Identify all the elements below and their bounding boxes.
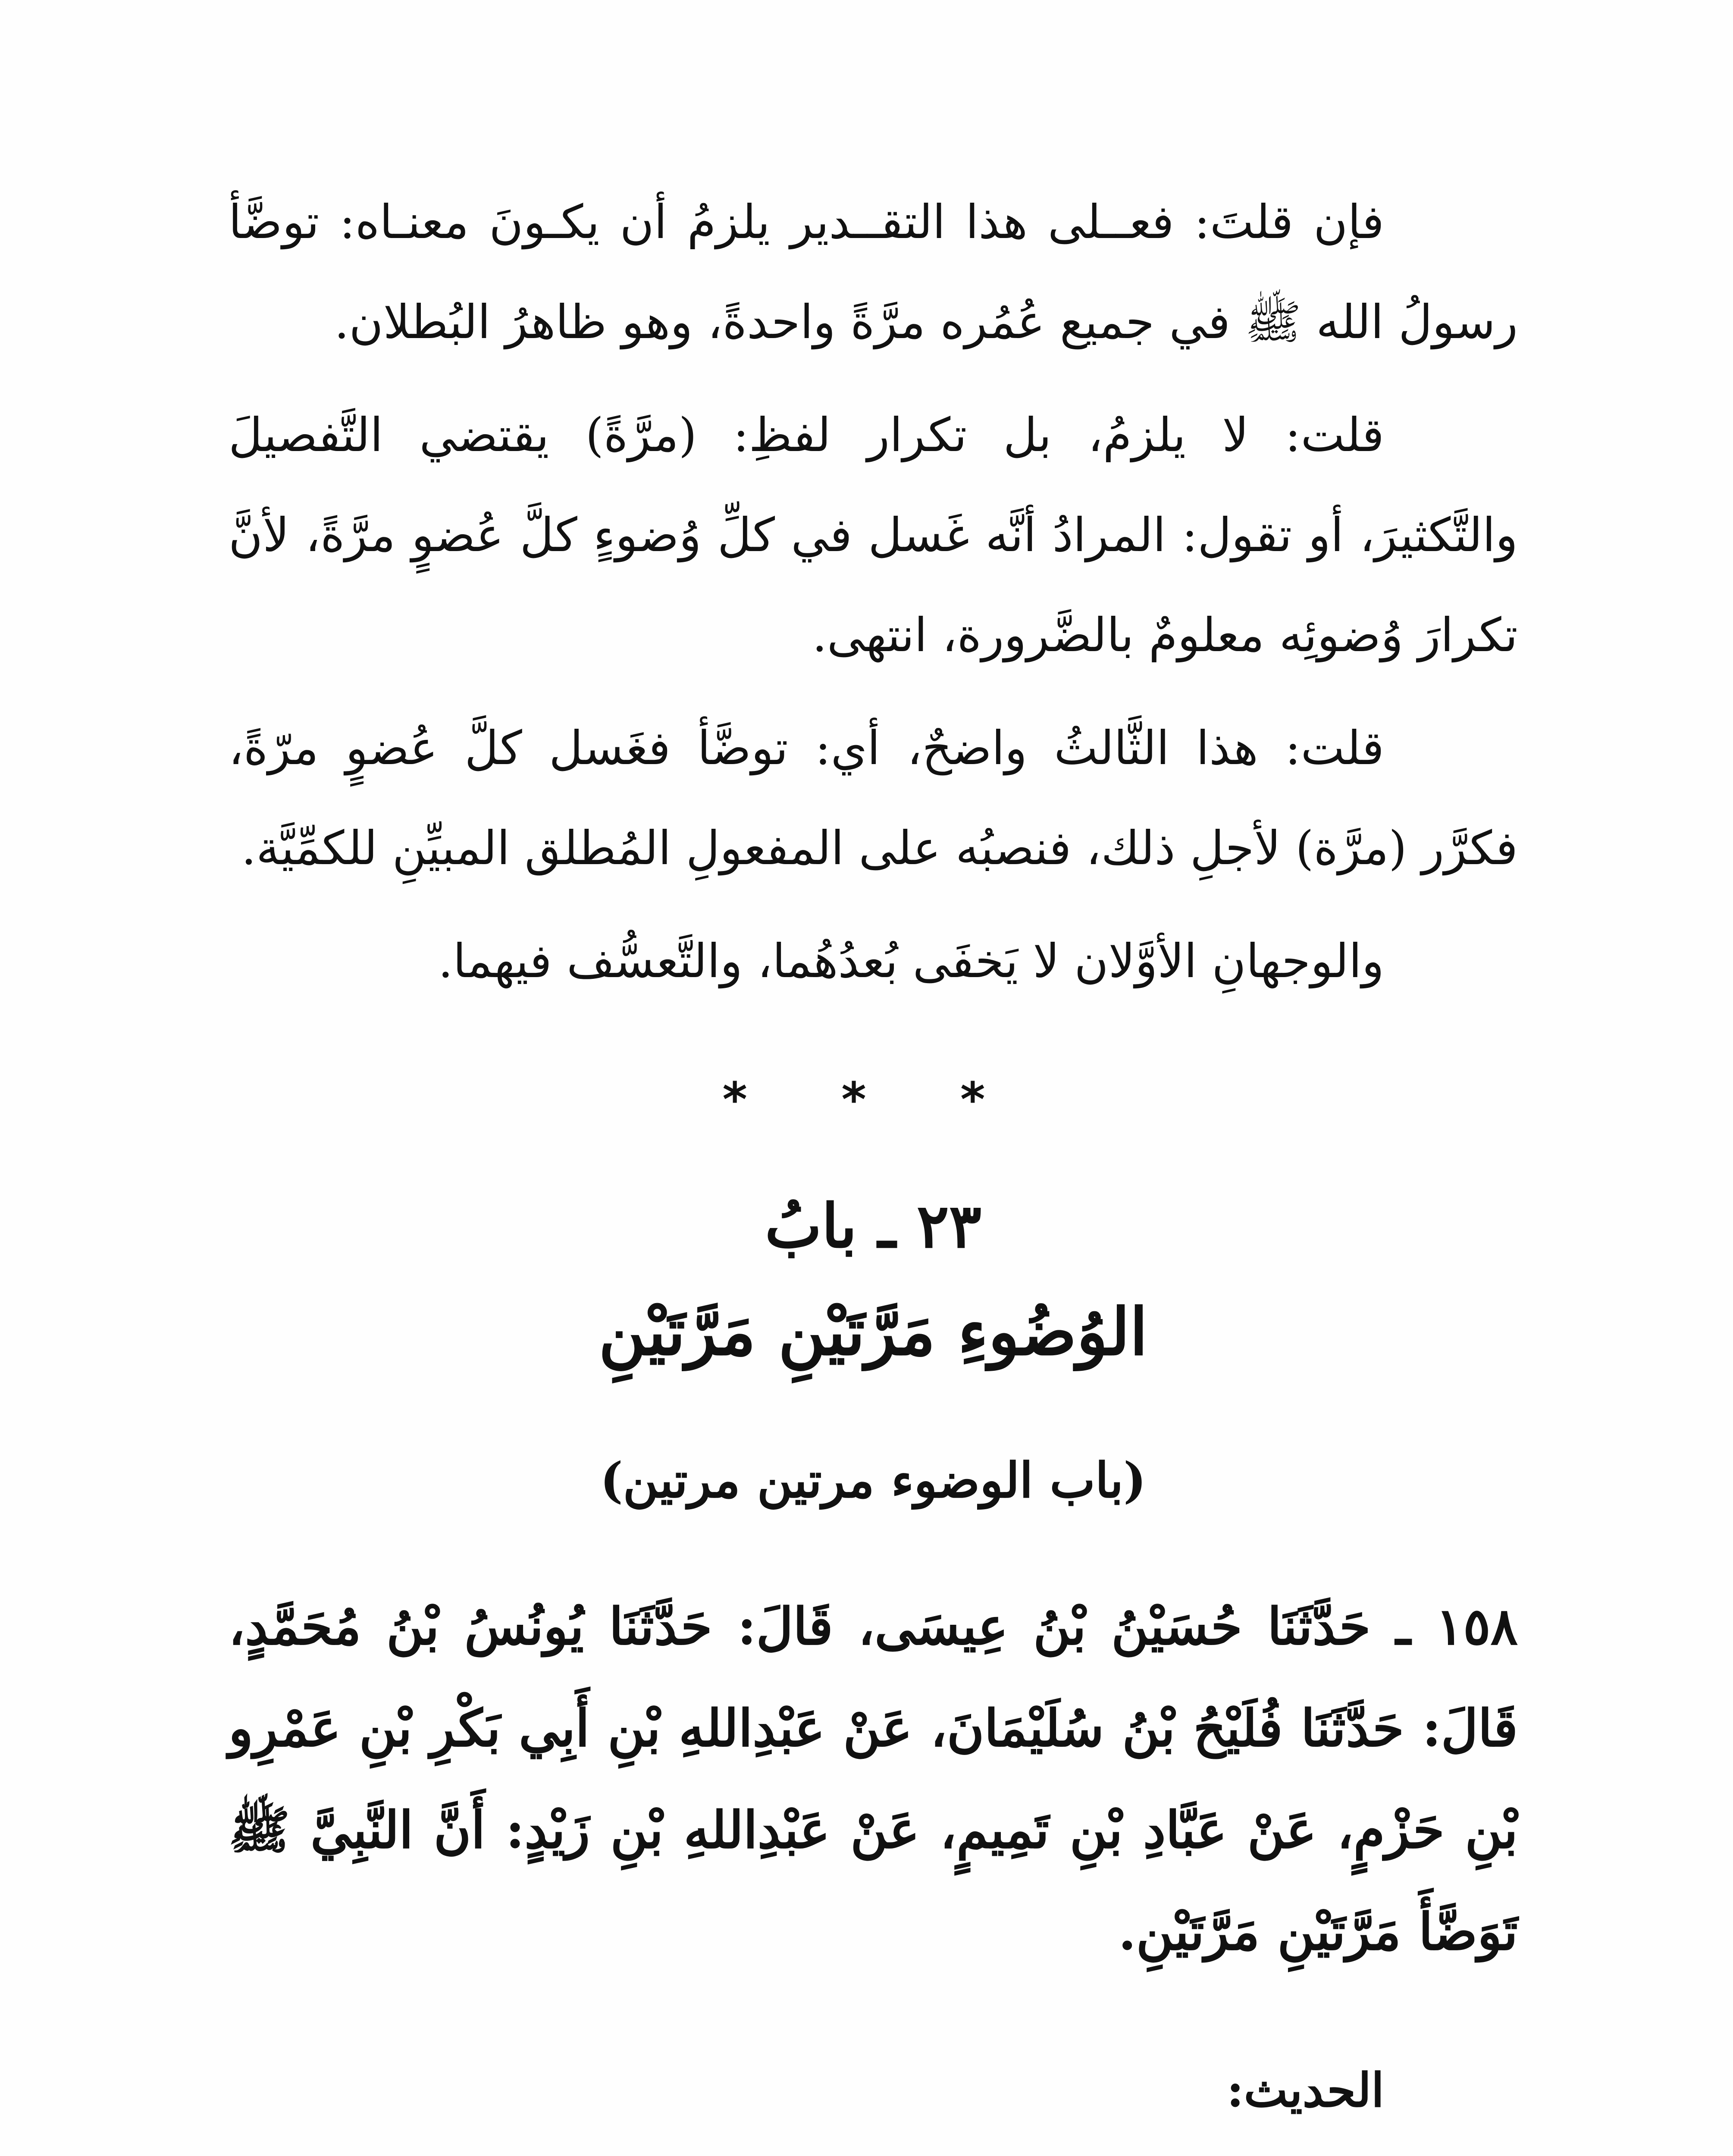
chapter-title: الوُضُوءِ مَرَّتَيْنِ مَرَّتَيْنِ (599, 1294, 1148, 1370)
page-content (229, 172, 1518, 2156)
commentary-heading: الحديث: (1226, 2063, 1384, 2118)
chapter-number: ٢٣ ـ بابُ (765, 1191, 982, 1262)
paragraph-third-view: قلت: هذا الثَّالثُ واضحٌ، أي: توضَّأ فغَسل كلَّ عُضوٍ مرّةً، فكرَّر (مرَّة) لأجلِ ذلك، فنصبُه على المفعولِ المُطلق المبيِّنِ للكمِّيَّة. (229, 721, 1518, 875)
chapter-subtitle: (باب الوضوء مرتين مرتين) (600, 1452, 1147, 1509)
paragraph-conclusion: والوجهانِ الأوَّلان لا يَخفَى بُعدُهُما، والتَّعسُّف فيهما. (438, 934, 1384, 988)
paragraph-objection: فإن قلتَ: فعــلى هذا التقــدير يلزمُ أن يكـونَ معنـاه: توضَّأ رسولُ الله ﷺ في جميع عُمُره مرَّةً واحدةً، وهو ظاهرُ البُطلان. (229, 195, 1518, 349)
paragraph-reply: قلت: لا يلزمُ، بل تكرار لفظِ: (مرَّةً) يقتضي التَّفصيلَ والتَّكثيرَ، أو تقول: المرادُ أنَّه غَسل في كلِّ وُضوءٍ كلَّ عُضوٍ مرَّةً، لأنَّ تكرارَ وُضوئِه معلومٌ بالضَّرورة، انتهى. (229, 408, 1518, 662)
hadith-text: ١٥٨ ـ حَدَّثَنَا حُسَيْنُ بْنُ عِيسَى، قَالَ: حَدَّثَنَا يُونُسُ بْنُ مُحَمَّدٍ، قَالَ: حَدَّثَنَا فُلَيْحُ بْنُ سُلَيْمَانَ، عَنْ عَبْدِاللهِ بْنِ أَبِي بَكْرِ بْنِ عَمْرِو بْنِ حَزْمٍ، عَنْ عَبَّادِ بْنِ تَمِيمٍ، عَنْ عَبْدِاللهِ بْنِ زَيْدٍ: أَنَّ النَّبِيَّ ﷺ تَوَضَّأَ مَرَّتَيْنِ مَرَّتَيْنِ. (229, 1596, 1518, 1962)
section-separator: * * * (722, 1072, 1024, 1127)
